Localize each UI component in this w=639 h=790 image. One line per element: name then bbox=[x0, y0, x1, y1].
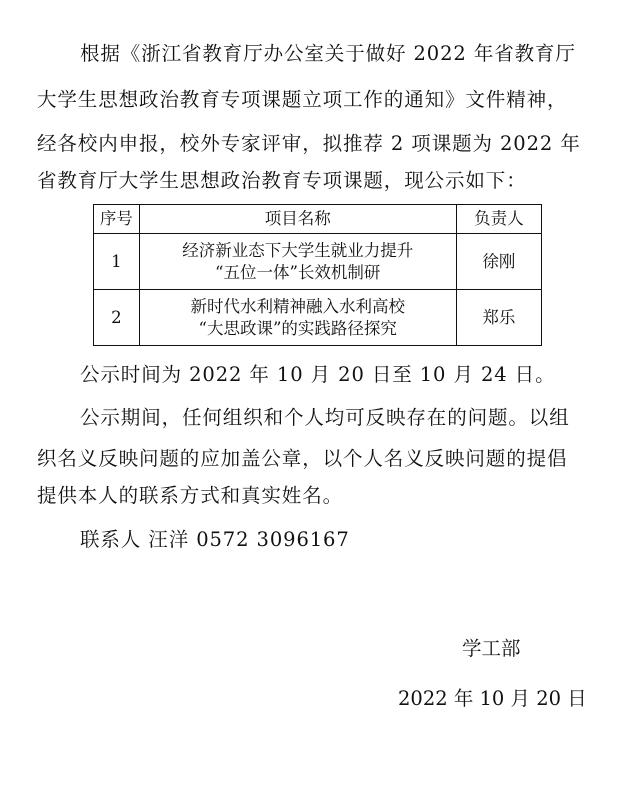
signature-date: 2022 年 10 月 20 日 bbox=[398, 687, 587, 710]
header-leader: 负责人 bbox=[456, 205, 541, 234]
cell-leader: 徐刚 bbox=[456, 234, 541, 290]
objection-line-2: 织名义反映问题的应加盖公章，以个人名义反映问题的提倡 bbox=[37, 447, 568, 470]
cell-leader: 郑乐 bbox=[456, 290, 541, 346]
projects-table bbox=[93, 204, 542, 346]
table-row bbox=[94, 290, 542, 346]
cell-serial-number: 2 bbox=[94, 290, 140, 346]
project-name-line-2: “大思政课”的实践路径探究 bbox=[198, 318, 397, 338]
cell-project-name bbox=[139, 234, 456, 290]
intro-line-3: 经各校内申报，校外专家评审，拟推荐 2 项课题为 2022 年 bbox=[37, 132, 581, 155]
intro-line-1: 根据《浙江省教育厅办公室关于做好 2022 年省教育厅 bbox=[80, 42, 576, 65]
table-header-row bbox=[94, 205, 542, 234]
objection-line-1: 公示期间，任何组织和个人均可反映存在的问题。以组 bbox=[80, 406, 570, 429]
intro-line-2: 大学生思想政治教育专项课题立项工作的通知》文件精神， bbox=[37, 88, 568, 111]
contact-line: 联系人 汪洋 0572 3096167 bbox=[80, 528, 350, 551]
intro-line-4: 省教育厅大学生思想政治教育专项课题，现公示如下： bbox=[37, 169, 527, 192]
signature-department: 学工部 bbox=[462, 637, 521, 660]
table-row bbox=[94, 234, 542, 290]
header-project-name: 项目名称 bbox=[139, 205, 456, 234]
cell-project-name bbox=[139, 290, 456, 346]
project-name-line-1: 新时代水利精神融入水利高校 bbox=[190, 296, 405, 316]
objection-line-3: 提供本人的联系方式和真实姓名。 bbox=[37, 484, 344, 507]
project-name-line-1: 经济新业态下大学生就业力提升 bbox=[182, 240, 414, 260]
period-line: 公示时间为 2022 年 10 月 20 日至 10 月 24 日。 bbox=[80, 363, 556, 386]
cell-serial-number: 1 bbox=[94, 234, 140, 290]
project-name-line-2: “五位一体”长效机制研 bbox=[215, 262, 381, 282]
header-serial-number: 序号 bbox=[94, 205, 140, 234]
